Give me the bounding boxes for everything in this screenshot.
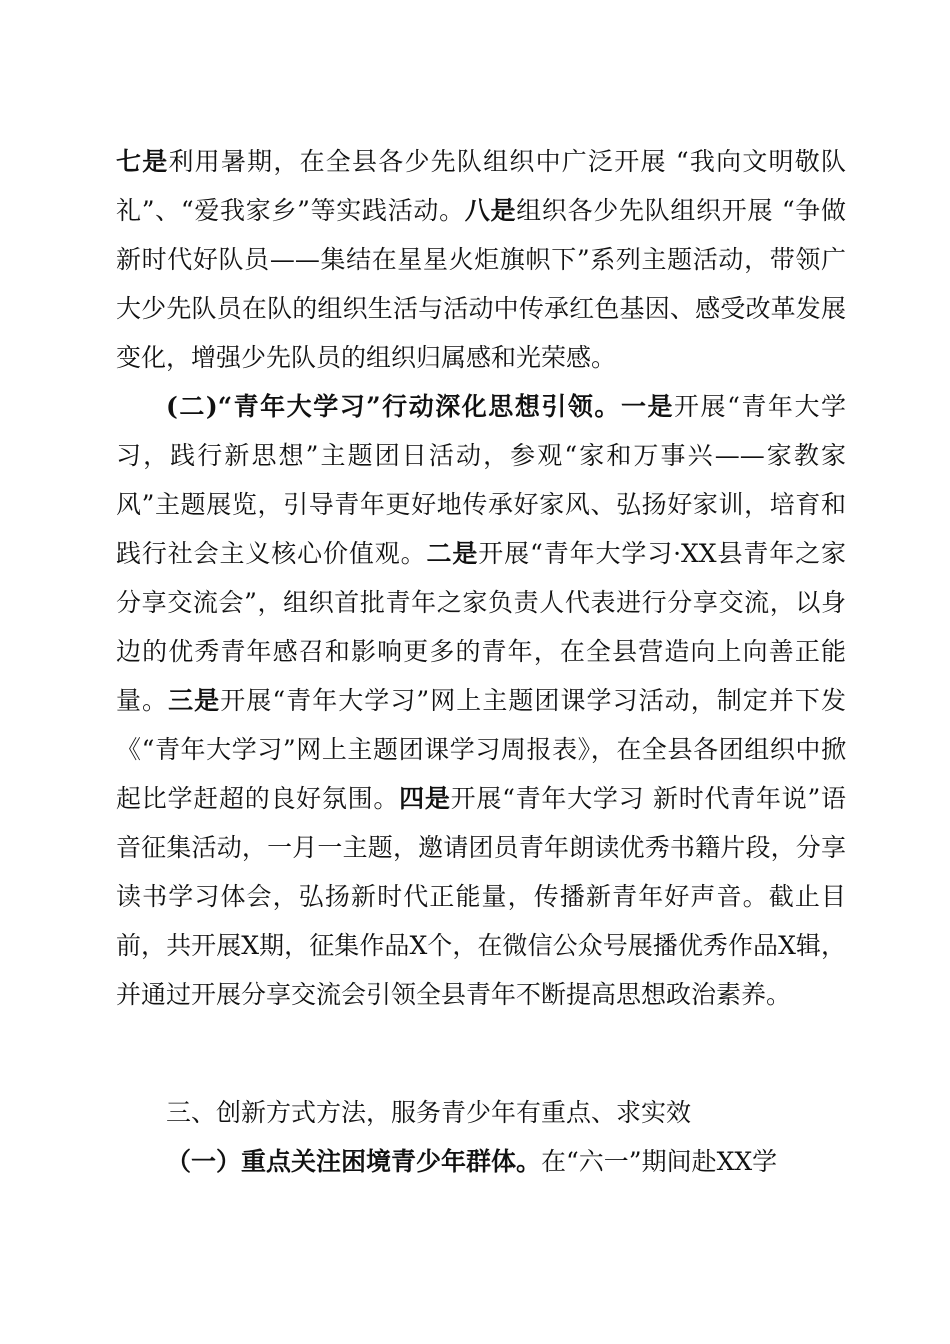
section-title-3: [116, 1088, 846, 1137]
point-marker-three: 三是: [168, 686, 221, 715]
point-text-three: 开展“青年大学习”网上主题团课学习活动，制定并下发《“青年大学习”网上主题团课学习周报表》，在全县各团组织中掀起比学赶超的良好氛围。: [116, 686, 846, 813]
subsection-text: 在“六一”期间赴XX学: [541, 1147, 778, 1176]
subsection-heading-1: （一）重点关注困境青少年群体。: [166, 1147, 542, 1176]
point-marker-one: 一是: [620, 392, 675, 421]
point-marker-two: 二是: [426, 539, 479, 568]
point-text-two: 开展“青年大学习·XX县青年之家分享交流会”，组织首批青年之家负责人代表进行分享交流，以身边的优秀青年感召和影响更多的青年，在全县营造向上向善正能量。: [116, 539, 846, 715]
section-heading-2: (二)“青年大学习”行动深化思想引领。: [166, 392, 621, 421]
point-text-eight: 组织各少先队组织开展 “争做新时代好队员——集结在星星火炬旗帜下”系列主题活动，带领广大少先队员在队的组织生活与活动中传承红色基因、感受改革发展变化，增强少先队员的组织归属感和光荣感。: [116, 196, 846, 372]
point-marker-eight: 八是: [464, 196, 517, 225]
point-marker-seven: 七是: [116, 147, 169, 176]
point-text-four: 开展“青年大学习 新时代青年说”语音征集活动，一月一主题，邀请团员青年朗读优秀书籍片段，分享读书学习体会，弘扬新时代正能量，传播新青年好声音。截止目前，共开展X期，征集作品X个，在微信公众号展播优秀作品X辑，并通过开展分享交流会引领全县青年不断提高思想政治素养。: [116, 784, 846, 1009]
paragraph-summer-activities: [116, 137, 846, 382]
paragraph-text: [116, 382, 846, 1019]
paragraph-text: [116, 1137, 846, 1186]
point-text-seven: 利用暑期，在全县各少先队组织中广泛开展 “我向文明敬队礼”、“爱我家乡”等实践活动。: [116, 147, 846, 225]
paragraph-text: [116, 137, 846, 382]
section-title-text: 三、创新方式方法，服务青少年有重点、求实效: [166, 1098, 692, 1127]
paragraph-youth-study: [116, 382, 846, 1019]
point-marker-four: 四是: [399, 784, 451, 813]
point-text-one: 开展“青年大学习，践行新思想”主题团日活动，参观“家和万事兴——家教家风”主题展览，引导青年更好地传承好家风、弘扬好家训，培育和践行社会主义核心价值观。: [116, 392, 846, 568]
paragraph-focus-groups: [116, 1137, 846, 1186]
